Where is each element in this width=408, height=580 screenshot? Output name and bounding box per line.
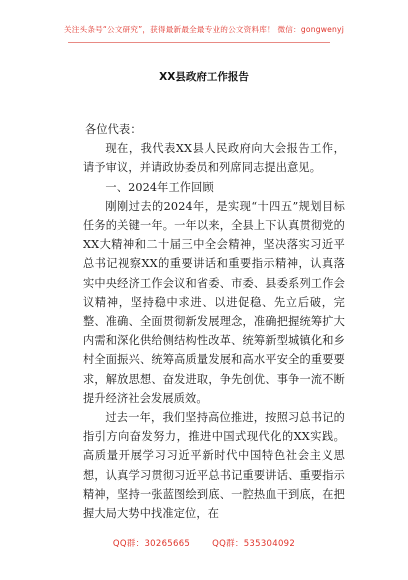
- header-divider: [68, 42, 330, 43]
- footer-qq-group-2: QQ群：535304092: [212, 539, 296, 549]
- document-title: XX县政府工作报告: [159, 71, 249, 83]
- footer-qq-group-1: QQ群：30265665: [112, 539, 191, 549]
- header-note: 关注头条号“公文研究”，获得最新最全最专业的公文资料库！ 微信：gongwenyj: [63, 25, 345, 34]
- footer: [0, 537, 408, 549]
- document-body: [83, 120, 345, 523]
- paragraph-past-year: 过去一年，我们坚持高位推进，按照习总书记的指引方向奋发努力，推进中国式现代化的XX实践。高质量开展学习习近平新时代中国特色社会主义思想，认真学习贯彻习近平总书记重要讲话、重要指示精神，坚持一张蓝图绘到底、一腔热血干到底，在把握大局大势中找准定位，在: [83, 411, 345, 521]
- paragraph-review: 刚刚过去的2024年，是实现“十四五”规划目标任务的关键一年。一年以来，全县上下认真贯彻党的XX大精神和二十届三中全会精神，坚决落实习近平总书记视察XX的重要讲话和重要指示精神，认真落实中央经济工作会议和省委、市委、县委系列工作会议精神，坚持稳中求进、以进促稳、先立后破，完整、准确、全面贯彻新发展理念，准确把握统筹扩大内需和深化供给侧结构性改革、统筹新型城镇化和乡村全面振兴、统筹高质量发展和高水平安全的重要要求，解放思想、奋发进取，争先创优、事争一流不断提升经济社会发展质效。: [83, 199, 345, 405]
- paragraph-intro: 现在，我代表XX县人民政府向大会报告工作，请予审议，并请政协委员和列席同志提出意见。: [83, 142, 345, 175]
- greeting: 各位代表：: [85, 123, 142, 136]
- section-heading: 一、2024年工作回顾: [105, 180, 214, 194]
